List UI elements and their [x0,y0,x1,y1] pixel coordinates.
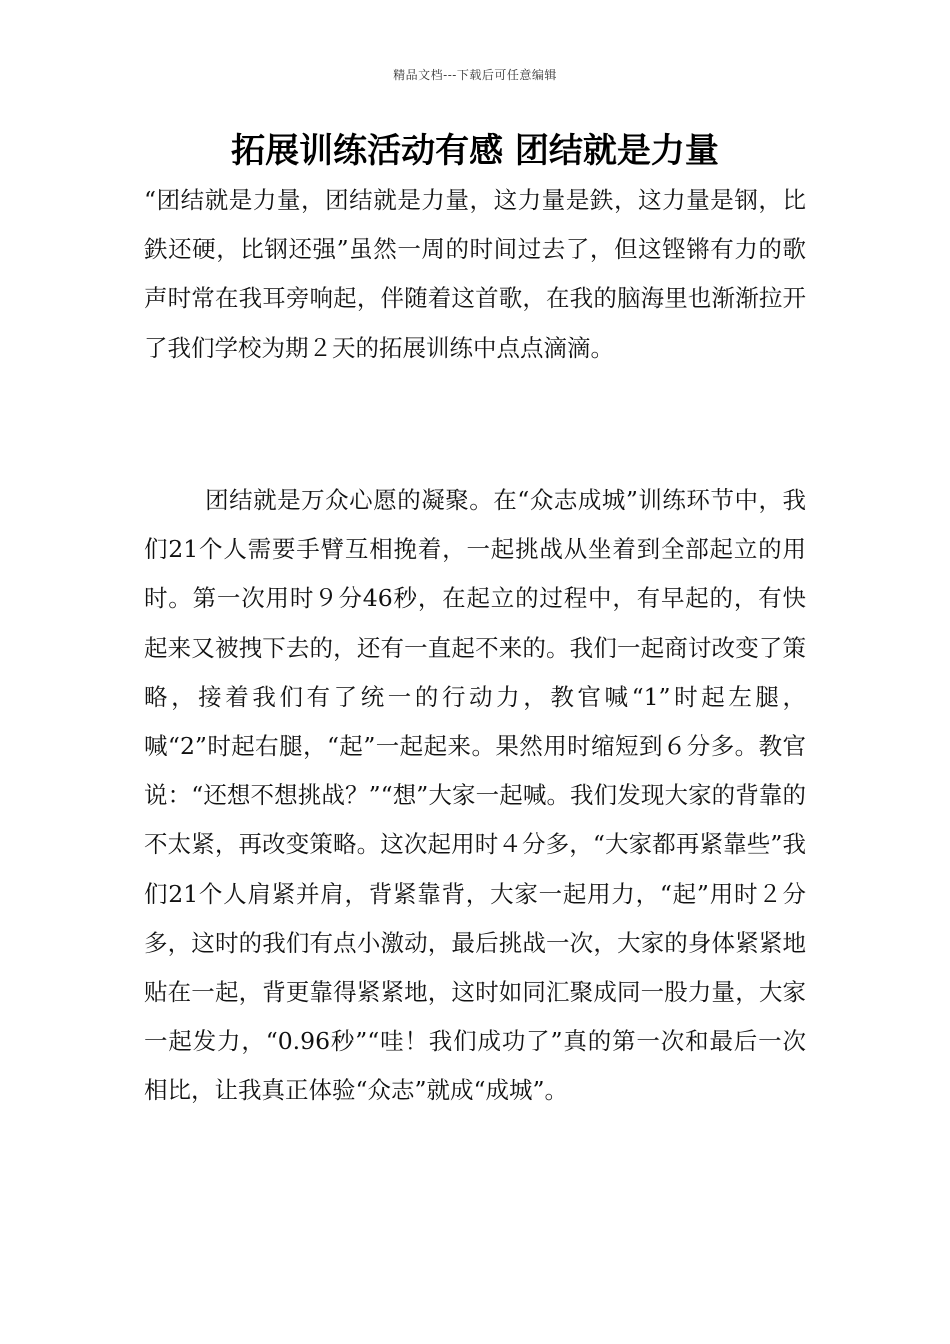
paragraph-intro: “团结就是力量，团结就是力量，这力量是鉄，这力量是钢，比鉄还硬，比钢还强”虽然一周的时间过去了，但这铿锵有力的歌声时常在我耳旁响起，伴随着这首歌，在我的脑海里也渐渐拉开了我们学校为期２天的拓展训练中点点滴滴。 [144,186,806,362]
page-header-watermark: 精品文档---下载后可任意编辑 [393,68,557,82]
article-title: 拓展训练活动有感 团结就是力量 [231,131,719,171]
paragraph-main: 团结就是万众心愿的凝聚。在“众志成城”训练环节中，我们21个人需要手臂互相挽着，一起挑战从坐着到全部起立的用时。第一次用时９分46秒，在起立的过程中，有早起的，有快起来又被拽下去的，还有一直起不来的。我们一起商讨改变了策略，接着我们有了统一的行动力，教官喊“1”时起左腿，喊“2”时起右腿，“起”一起起来。果然用时缩短到６分多。教官说：“还想不想挑战？”“想”大家一起喊。我们发现大家的背靠的不太紧，再改变策略。这次起用时４分多，“大家都再紧靠些”我们21个人肩紧并肩，背紧靠背，大家一起用力，“起”用时２分多，这时的我们有点小激动，最后挑战一次，大家的身体紧紧地贴在一起，背更靠得紧紧地，这时如同汇聚成同一股力量，大家一起发力，“0.96秒”“哇！我们成功了”真的第一次和最后一次相比，让我真正体验“众志”就成“成城”。 [144,486,806,1105]
